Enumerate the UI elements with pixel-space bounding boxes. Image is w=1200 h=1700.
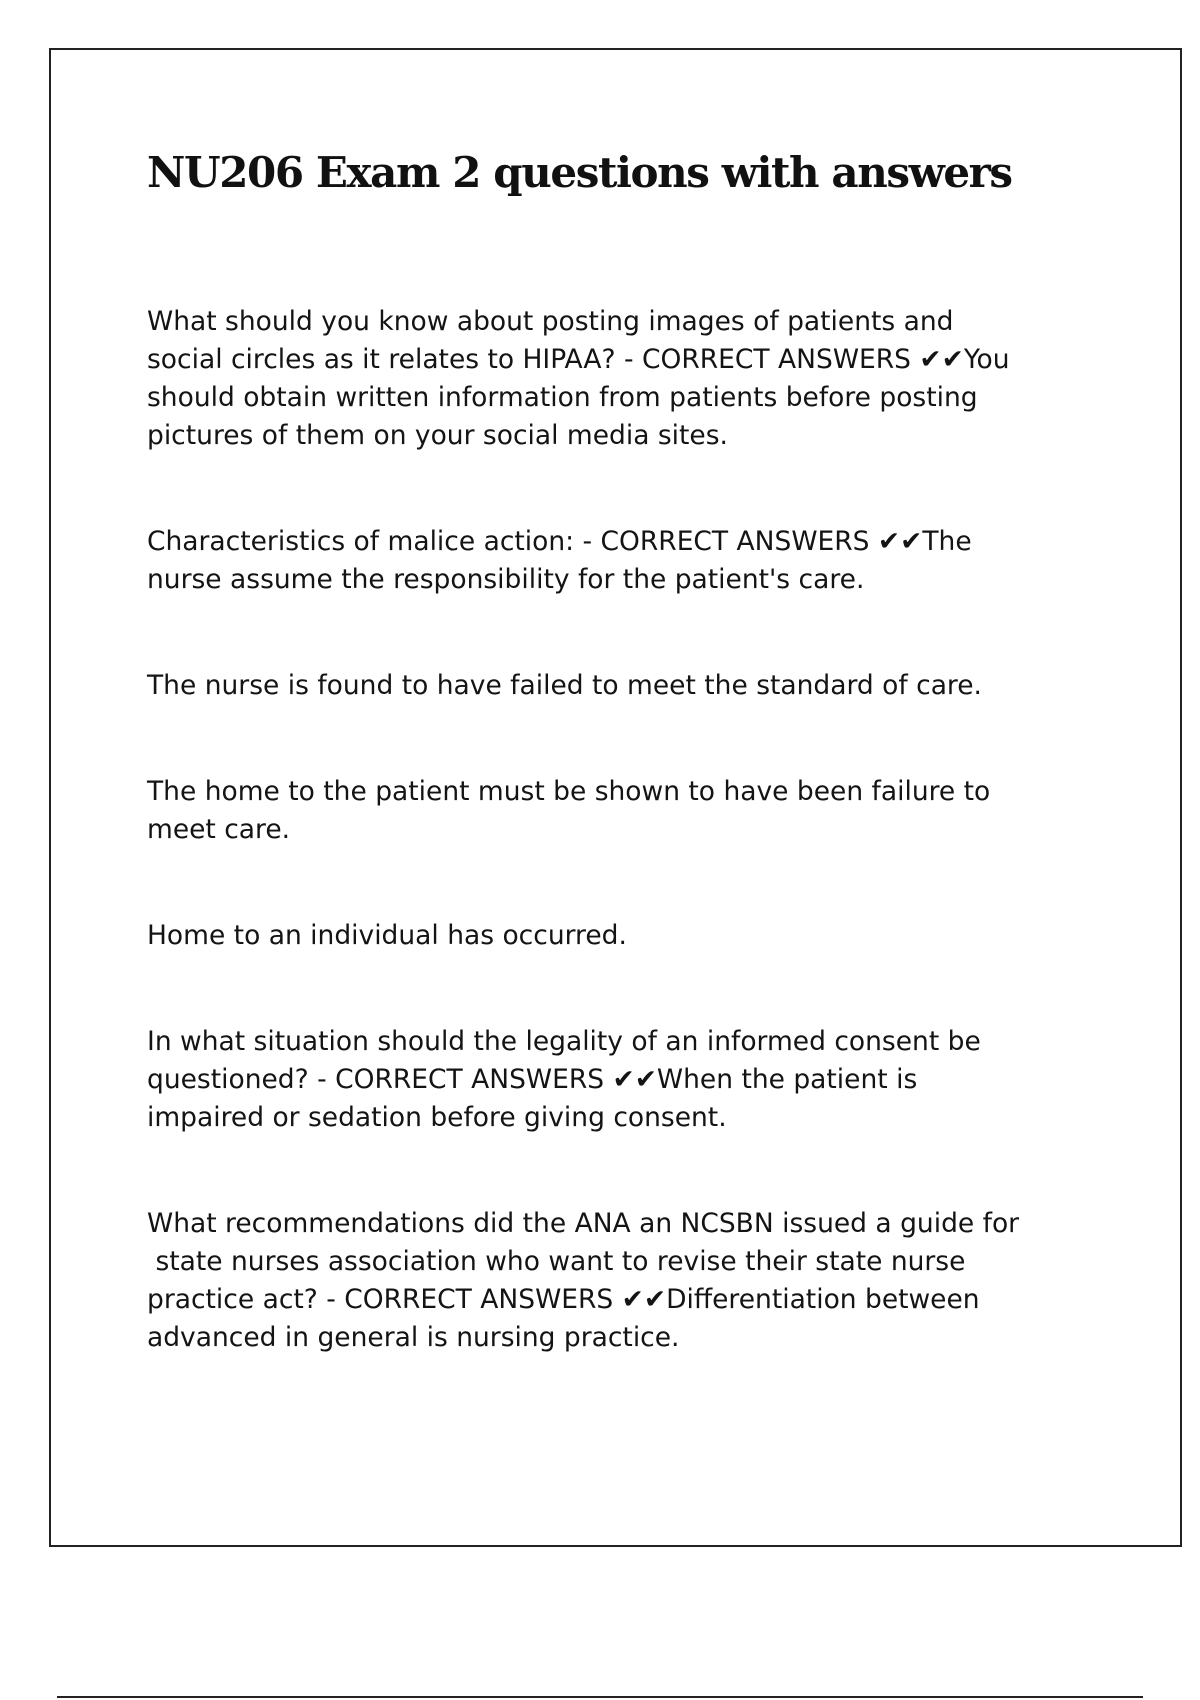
paragraph-ana-ncsbn: What recommendations did the ANA an NCSBN issued a guide for state nurses association who want to revise their state nurse practice act? - CORRECT ANSWERS ✔✔Differentiation between advanced in general is nursing practice. bbox=[147, 1208, 1020, 1353]
paragraph-hipaa-images: What should you know about posting images of patients and social circles as it relates to HIPAA? - CORRECT ANSWERS ✔✔You should obtain written information from patients before posting pictures of them on your social media sites. bbox=[147, 306, 1010, 451]
document-body bbox=[147, 303, 1137, 1425]
document-title: NU206 Exam 2 questions with answers bbox=[147, 148, 1012, 197]
bottom-divider bbox=[57, 1696, 1143, 1698]
page-frame bbox=[49, 48, 1182, 1547]
paragraph-informed-consent: In what situation should the legality of an informed consent be questioned? - CORRECT ANSWERS ✔✔When the patient is impaired or sedation before giving consent. bbox=[147, 1026, 981, 1133]
paragraph-home-to-individual: Home to an individual has occurred. bbox=[147, 920, 627, 951]
paragraph-failure-to-meet-care: The home to the patient must be shown to have been failure to meet care. bbox=[147, 776, 991, 845]
paragraph-malice-action: Characteristics of malice action: - CORRECT ANSWERS ✔✔The nurse assume the responsibility for the patient's care. bbox=[147, 526, 972, 595]
paragraph-standard-of-care: The nurse is found to have failed to meet the standard of care. bbox=[147, 670, 982, 701]
